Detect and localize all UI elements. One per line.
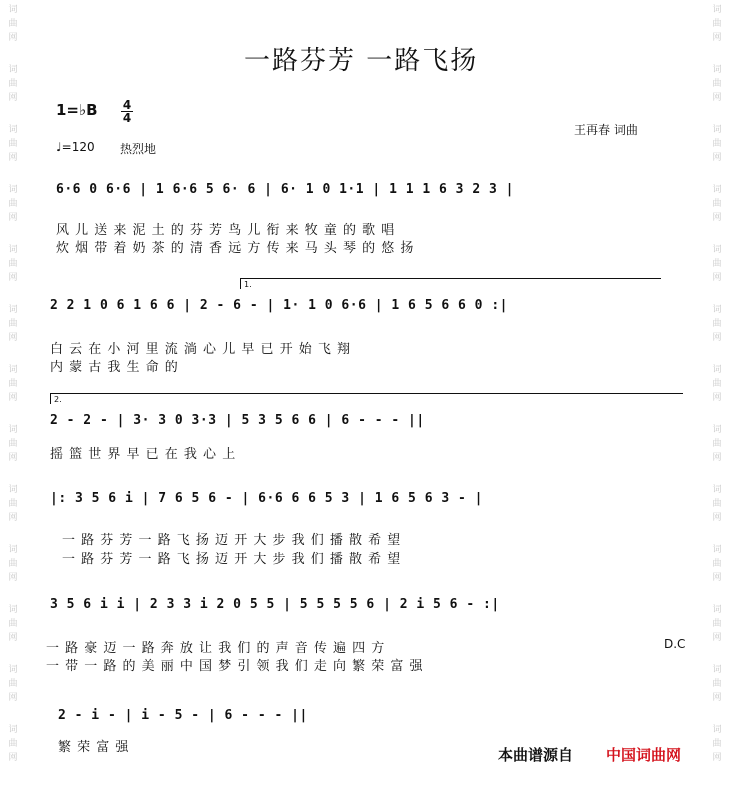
watermark-glyph: 曲 — [8, 379, 18, 389]
lyrics-row-5-verse-2: 一 带 一 路 的 美 丽 中 国 梦 引 领 我 们 走 向 繁 荣 富 强 — [46, 659, 424, 674]
watermark-glyph: 网 — [8, 213, 18, 223]
watermark-glyph: 词 — [712, 65, 722, 75]
watermark-glyph: 曲 — [8, 19, 18, 29]
notation-row-5: 3 5 6 i i | 2 3 3 i 2 0 5 5 | 5 5 5 5 6 | 2 i 5 6 - :| — [50, 597, 500, 612]
source-label: 本曲谱源自 — [498, 746, 574, 764]
lyrics-row-1-verse-1: 风 儿 送 来 泥 土 的 芬 芳 鸟 儿 衔 来 牧 童 的 歌 唱 — [56, 223, 396, 238]
watermark-glyph: 网 — [8, 693, 18, 703]
lyrics-row-3: 摇 篮 世 界 早 已 在 我 心 上 — [50, 447, 237, 462]
watermark-glyph: 曲 — [712, 559, 722, 569]
watermark-glyph: 网 — [712, 693, 722, 703]
watermark-glyph: 曲 — [712, 139, 722, 149]
watermark-glyph: 网 — [8, 153, 18, 163]
da-capo-mark: D.C — [664, 637, 686, 651]
watermark-glyph: 词 — [712, 365, 722, 375]
watermark-glyph: 网 — [8, 453, 18, 463]
watermark-glyph: 词 — [712, 5, 722, 15]
watermark-glyph: 词 — [8, 305, 18, 315]
watermark-glyph: 网 — [712, 33, 722, 43]
watermark-glyph: 词 — [8, 5, 18, 15]
time-signature-bottom: 4 — [122, 111, 132, 125]
watermark-glyph: 曲 — [8, 679, 18, 689]
watermark-glyph: 曲 — [712, 79, 722, 89]
watermark-glyph: 词 — [8, 545, 18, 555]
watermark-glyph: 网 — [712, 513, 722, 523]
watermark-glyph: 词 — [712, 125, 722, 135]
watermark-glyph: 词 — [712, 425, 722, 435]
watermark-glyph: 曲 — [712, 319, 722, 329]
watermark-glyph: 曲 — [8, 439, 18, 449]
watermark-glyph: 网 — [8, 573, 18, 583]
watermark-glyph: 词 — [712, 245, 722, 255]
watermark-glyph: 词 — [712, 665, 722, 675]
watermark-glyph: 词 — [712, 545, 722, 555]
watermark-glyph: 网 — [712, 633, 722, 643]
watermark-right — [708, 0, 726, 792]
credits: 王再春 词曲 — [574, 123, 638, 137]
watermark-glyph: 网 — [8, 273, 18, 283]
watermark-glyph: 曲 — [712, 679, 722, 689]
volta-first-ending: 1. — [240, 278, 661, 289]
lyrics-row-2-verse-2: 内 蒙 古 我 生 命 的 — [50, 360, 179, 375]
watermark-glyph: 网 — [8, 393, 18, 403]
time-signature-top: 4 — [122, 98, 132, 112]
watermark-glyph: 词 — [8, 125, 18, 135]
watermark-glyph: 曲 — [8, 619, 18, 629]
lyrics-row-2-verse-1: 白 云 在 小 河 里 流 淌 心 儿 早 已 开 始 飞 翔 — [50, 342, 351, 357]
watermark-glyph: 词 — [8, 665, 18, 675]
watermark-glyph: 词 — [712, 485, 722, 495]
watermark-glyph: 曲 — [712, 619, 722, 629]
watermark-glyph: 网 — [712, 213, 722, 223]
lyrics-row-4-verse-1: 一 路 芬 芳 一 路 飞 扬 迈 开 大 步 我 们 播 散 希 望 — [62, 533, 402, 548]
watermark-glyph: 网 — [712, 93, 722, 103]
watermark-glyph: 词 — [8, 485, 18, 495]
watermark-glyph: 网 — [712, 573, 722, 583]
source-site-name[interactable]: 中国词曲网 — [606, 746, 682, 764]
lyrics-row-1-verse-2: 炊 烟 带 着 奶 茶 的 清 香 远 方 传 来 马 头 琴 的 悠 扬 — [56, 241, 415, 256]
watermark-glyph: 网 — [8, 333, 18, 343]
lyrics-row-5-verse-1: 一 路 豪 迈 一 路 奔 放 让 我 们 的 声 音 传 遍 四 方 — [46, 641, 386, 656]
watermark-glyph: 词 — [8, 605, 18, 615]
watermark-glyph: 网 — [8, 93, 18, 103]
tempo-mark: ♩=120 — [56, 140, 95, 154]
watermark-glyph: 曲 — [712, 199, 722, 209]
watermark-glyph: 网 — [8, 513, 18, 523]
expression-mark: 热烈地 — [120, 142, 157, 156]
watermark-glyph: 网 — [8, 753, 18, 763]
watermark-glyph: 曲 — [8, 559, 18, 569]
watermark-glyph: 网 — [712, 333, 722, 343]
notation-row-4: |: 3 5 6 i | 7 6 5 6 - | 6·6 6 6 5 3 | 1 6 5 6 3 - | — [50, 491, 483, 506]
page-title: 一路芬芳 一路飞扬 — [244, 46, 479, 76]
watermark-glyph: 曲 — [8, 259, 18, 269]
watermark-glyph: 词 — [8, 245, 18, 255]
watermark-glyph: 词 — [712, 605, 722, 615]
watermark-glyph: 网 — [712, 753, 722, 763]
watermark-glyph: 网 — [8, 33, 18, 43]
volta-second-ending: 2. — [50, 393, 683, 404]
watermark-glyph: 曲 — [8, 139, 18, 149]
watermark-glyph: 网 — [712, 453, 722, 463]
watermark-glyph: 曲 — [8, 499, 18, 509]
watermark-glyph: 曲 — [8, 319, 18, 329]
watermark-glyph: 曲 — [8, 739, 18, 749]
watermark-glyph: 词 — [8, 725, 18, 735]
notation-row-3: 2 - 2 - | 3· 3 0 3·3 | 5 3 5 6 6 | 6 - - - || — [50, 413, 425, 428]
watermark-glyph: 曲 — [712, 259, 722, 269]
watermark-glyph: 曲 — [712, 499, 722, 509]
key-signature: 1=♭B — [56, 101, 98, 119]
watermark-glyph: 词 — [712, 185, 722, 195]
watermark-glyph: 曲 — [8, 199, 18, 209]
watermark-glyph: 词 — [712, 725, 722, 735]
watermark-glyph: 词 — [8, 185, 18, 195]
watermark-glyph: 网 — [712, 273, 722, 283]
watermark-glyph: 曲 — [712, 379, 722, 389]
watermark-glyph: 曲 — [712, 439, 722, 449]
notation-row-6: 2 - i - | i - 5 - | 6 - - - || — [58, 708, 308, 723]
watermark-glyph: 网 — [8, 633, 18, 643]
watermark-glyph: 网 — [712, 153, 722, 163]
watermark-glyph: 曲 — [8, 79, 18, 89]
watermark-glyph: 词 — [8, 425, 18, 435]
watermark-glyph: 词 — [8, 365, 18, 375]
notation-row-2: 2 2 1 0 6 1 6 6 | 2 - 6 - | 1· 1 0 6·6 | 1 6 5 6 6 0 :| — [50, 298, 508, 313]
watermark-glyph: 曲 — [712, 739, 722, 749]
watermark-glyph: 词 — [8, 65, 18, 75]
notation-row-1: 6·6 0 6·6 | 1 6·6 5 6· 6 | 6· 1 0 1·1 | 1 1 1 6 3 2 3 | — [56, 182, 514, 197]
watermark-glyph: 词 — [712, 305, 722, 315]
watermark-left — [4, 0, 22, 792]
lyrics-row-4-verse-2: 一 路 芬 芳 一 路 飞 扬 迈 开 大 步 我 们 播 散 希 望 — [62, 552, 402, 567]
time-signature — [121, 99, 133, 124]
lyrics-row-6: 繁 荣 富 强 — [58, 740, 130, 755]
watermark-glyph: 曲 — [712, 19, 722, 29]
watermark-glyph: 网 — [712, 393, 722, 403]
